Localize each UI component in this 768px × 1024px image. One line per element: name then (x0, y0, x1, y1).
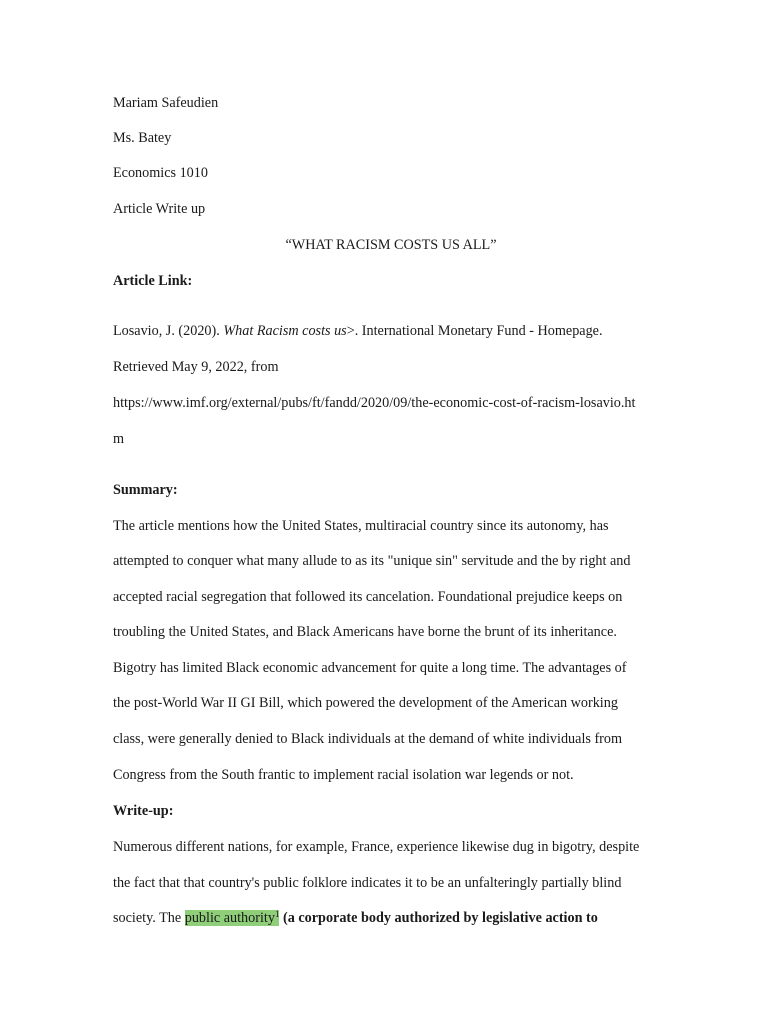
footnote-marker[interactable]: 1 (274, 909, 280, 919)
document-title: “WHAT RACISM COSTS US ALL” (285, 237, 497, 253)
summary-line: attempted to conquer what many allude to as its "unique sin" servitude and the by right and (113, 553, 631, 569)
citation-url-line-2[interactable]: m (113, 431, 125, 447)
citation-retrieved: Retrieved May 9, 2022, from (113, 359, 279, 375)
writeup-bold-definition: (a corporate body authorized by legislative action to (279, 910, 598, 926)
citation-author: Losavio, J. (2020). (113, 323, 224, 339)
article-link-heading: Article Link: (113, 273, 193, 289)
highlighted-term[interactable] (185, 910, 280, 926)
writeup-line: the fact that that country's public folklore indicates it to be an unfalteringly partially blind (113, 875, 622, 891)
writeup-line: Numerous different nations, for example, France, experience likewise dug in bigotry, despite (113, 839, 640, 855)
student-name: Mariam Safeudien (113, 95, 219, 111)
highlighted-term-text: public authority (184, 910, 275, 926)
writeup-heading: Write-up: (113, 803, 174, 819)
summary-line: class, were generally denied to Black individuals at the demand of white individuals from (113, 731, 623, 747)
writeup-line (113, 909, 598, 927)
summary-line: troubling the United States, and Black Americans have borne the brunt of its inheritance. (113, 624, 617, 640)
course-name: Economics 1010 (113, 165, 208, 181)
summary-heading: Summary: (113, 482, 178, 498)
citation-publisher: >. International Monetary Fund - Homepage. (346, 323, 603, 339)
summary-line: the post-World War II GI Bill, which powered the development of the American working (113, 695, 618, 711)
assignment-name: Article Write up (113, 201, 206, 217)
citation-line (113, 322, 603, 340)
citation-url-line-1[interactable]: https://www.imf.org/external/pubs/ft/fandd/2020/09/the-economic-cost-of-racism-losavio.ht (113, 395, 636, 411)
summary-line: accepted racial segregation that followed its cancelation. Foundational prejudice keeps on (113, 589, 623, 605)
summary-line: Bigotry has limited Black economic advancement for quite a long time. The advantages of (113, 660, 627, 676)
summary-line: Congress from the South frantic to implement racial isolation war legends or not. (113, 767, 574, 783)
teacher-name: Ms. Batey (113, 130, 172, 146)
summary-line: The article mentions how the United States, multiracial country since its autonomy, has (113, 518, 609, 534)
citation-title: What Racism costs us (223, 323, 347, 339)
writeup-line-start: society. The (113, 910, 185, 926)
